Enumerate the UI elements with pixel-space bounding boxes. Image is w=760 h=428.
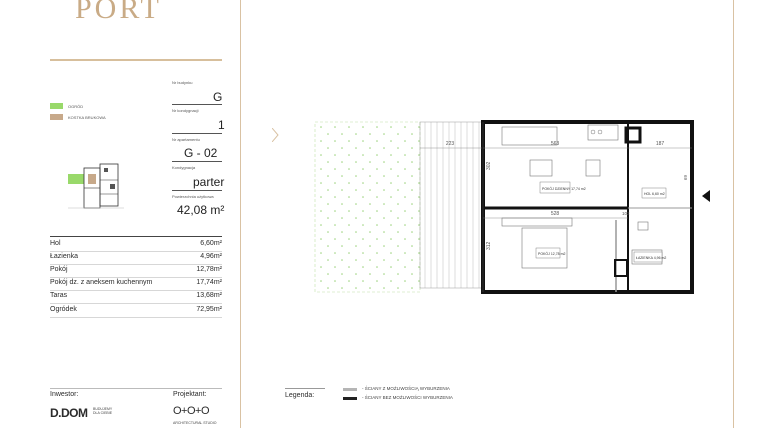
room-area: 72,95m² [196,306,222,313]
investor-logo: D.DOM [50,406,88,420]
building-label: Nr budynku [172,80,193,85]
floor-label: Kondygnacja [172,165,196,170]
removable-wall-swatch [343,388,357,391]
room-row [50,304,222,318]
room-area: 13,68m² [196,292,222,299]
removable-wall-label: - ŚCIANY Z MOŻLIWOŚCIĄ WYBURZENIA [362,386,450,391]
area-label: Powierzchnia użytkowa [172,194,214,199]
garden-area [315,122,420,292]
room-tag-room: POKÓJ 12,78 m2 [538,252,566,256]
apartment-value: G - 02 [184,146,218,160]
room-name: Ogródek [50,306,77,313]
project-logo: O+O+O [173,405,210,417]
legend-title: Legenda: [285,392,315,399]
room-tag-living: POKÓJ DZIENNY 17,74 m2 [542,187,586,191]
dim-label: 69 [683,174,688,180]
terrace-swatch [50,114,63,120]
divider [172,104,222,105]
divider [172,161,222,162]
footer-rule [50,388,222,389]
garden-swatch [50,103,63,109]
room-area: 6,60m² [200,240,222,247]
room-name: Taras [50,292,68,299]
terrace-label: KOSTKA BRUKOWA [68,115,106,120]
dining-table [586,160,600,176]
room-area: 4,96m² [200,253,222,260]
floor-plan [290,110,720,300]
dim-label: 302 [486,161,492,170]
dim-label: 528 [550,211,560,217]
frame-notch [272,128,282,142]
room-area: 17,74m² [196,279,222,286]
legend-rule [285,388,325,389]
project-label: Projektant: [173,391,207,398]
project-sub: ARCHITECTURAL STUDIO [173,421,217,425]
room-name: Pokój dz. z aneksem kuchennym [50,279,153,286]
building-value: G [213,90,223,104]
divider [172,190,222,191]
frame-right-edge [733,0,734,428]
investor-label: Inwestor: [50,391,79,398]
dim-label: 312 [486,241,492,250]
dim-label: 187 [655,141,665,147]
dim-label: 223 [445,141,455,147]
apartment-label: Nr apartamentu [172,137,200,142]
info-sidebar [0,0,240,428]
room-row [50,290,222,304]
room-area: 12,78m² [196,266,222,273]
investor-tagline: BUDUJEMY DLA CIEBIE [93,407,113,415]
floor-number-value: 1 [218,118,225,132]
divider [172,133,222,134]
dim-label: 102 [622,211,630,216]
room-name: Hol [50,240,61,247]
frame-divider [240,0,241,428]
port-logo: PORT [75,0,162,25]
floor-number-label: Nr kondygnacji [172,108,199,113]
key-plan-thumbnail [64,160,128,214]
room-row [50,264,222,278]
room-tag-hall: HOL 6,60 m2 [644,192,665,196]
room-name: Pokój [50,266,68,273]
garden-label: OGRÓD [68,104,84,109]
entry-arrow-icon [702,190,710,202]
dim-label: 563 [550,141,560,147]
sofa [502,127,557,145]
room-row [50,277,222,291]
room-tag-bath: ŁAZIENKA 4,96 m2 [636,256,667,260]
floor-value: parter [193,175,225,189]
kitchen-counter [588,125,618,140]
room-row [50,238,222,252]
room-row [50,251,222,265]
coffee-table [530,160,552,176]
area-value: 42,08 m² [177,203,225,217]
table-top-rule [50,236,222,237]
room-name: Łazienka [50,253,79,260]
fixed-wall-swatch [343,397,357,400]
fixed-wall-label: - ŚCIANY BEZ MOŻLIWOŚCI WYBURZENIA [362,395,453,400]
logo-divider [50,59,222,61]
